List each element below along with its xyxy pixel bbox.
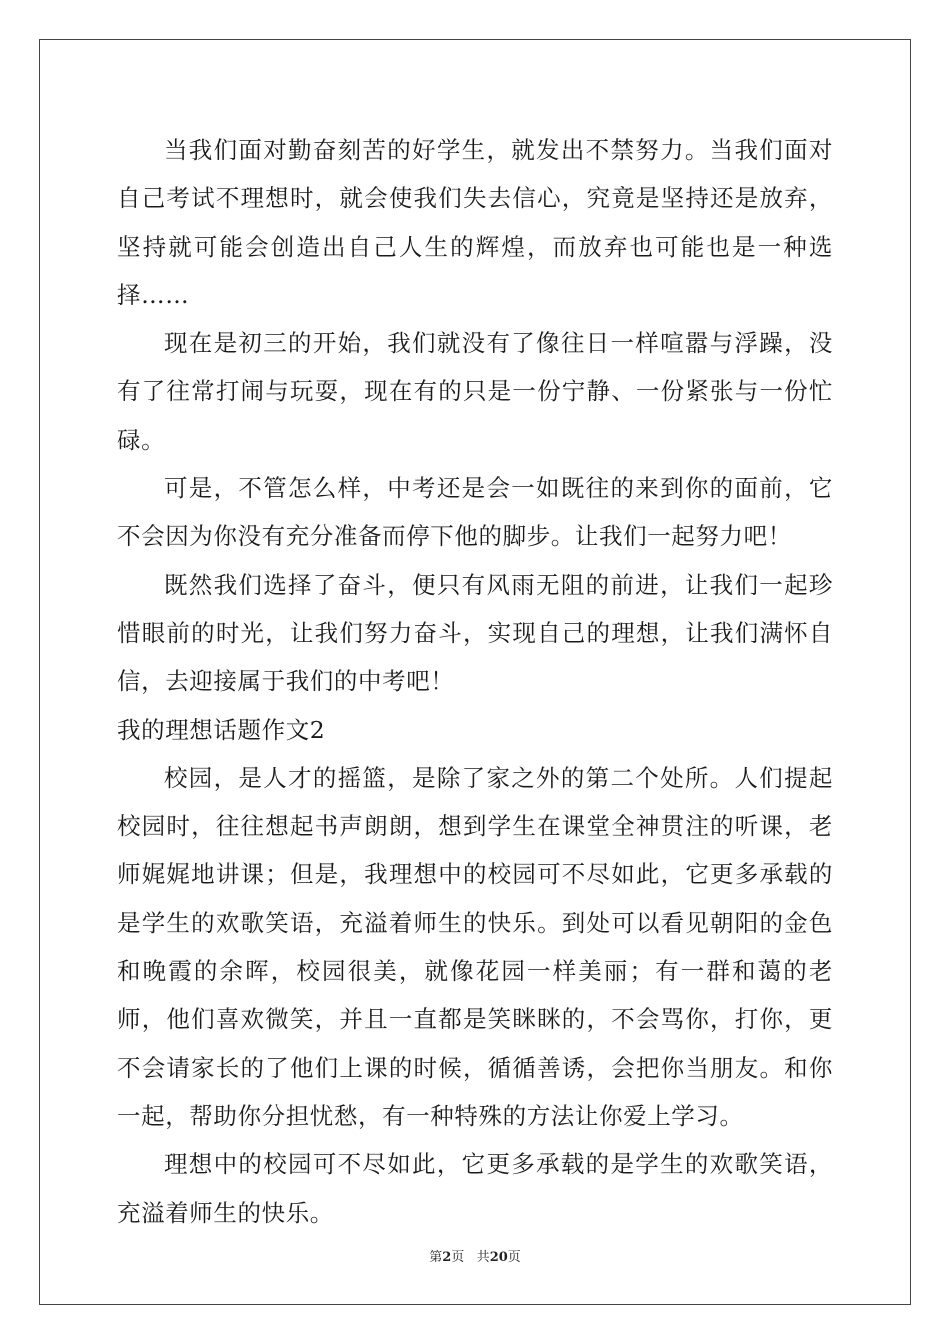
paragraph: 既然我们选择了奋斗，便只有风雨无阻的前进，让我们一起珍惜眼前的时光，让我们努力奋斗，实现自己的理想，让我们满怀自信，去迎接属于我们的中考吧！ xyxy=(117,570,833,696)
paragraph: 可是，不管怎么样，中考还是会一如既往的来到你的面前，它不会因为你没有充分准备而停下他的脚步。让我们一起努力吧！ xyxy=(117,474,833,551)
section-heading: 我的理想话题作文2 xyxy=(117,715,326,744)
page-number: 2 xyxy=(442,1250,452,1265)
page-suffix: 页 xyxy=(451,1250,465,1265)
total-prefix: 共 xyxy=(476,1250,490,1265)
document-body xyxy=(117,126,833,1237)
total-suffix: 页 xyxy=(507,1250,521,1265)
page-total: 20 xyxy=(489,1250,508,1265)
paragraph: 当我们面对勤奋刻苦的好学生，就发出不禁努力。当我们面对自己考试不理想时，就会使我们失去信心，究竟是坚持还是放弃，坚持就可能会创造出自己人生的辉煌，而放弃也可能也是一种选择…… xyxy=(117,136,833,309)
page-prefix: 第 xyxy=(429,1250,443,1265)
paragraph: 理想中的校园可不尽如此，它更多承载的是学生的欢歌笑语，充溢着师生的快乐。 xyxy=(117,1150,833,1227)
paragraph: 现在是初三的开始，我们就没有了像往日一样喧嚣与浮躁，没有了往常打闹与玩耍，现在有的只是一份宁静、一份紧张与一份忙碌。 xyxy=(117,329,833,454)
page-footer xyxy=(0,1246,950,1265)
paragraph: 校园，是人才的摇篮，是除了家之外的第二个处所。人们提起校园时，往往想起书声朗朗，想到学生在课堂全神贯注的听课，老师娓娓地讲课；但是，我理想中的校园可不尽如此，它更多承载的是学生的欢歌笑语，充溢着师生的快乐。到处可以看见朝阳的金色和晚霞的余晖，校园很美，就像花园一样美丽；有一群和蔼的老师，他们喜欢微笑，并且一直都是笑眯眯的，不会骂你，打你，更不会请家长的了他们上课的时候，循循善诱，会把你当朋友。和你一起，帮助你分担忧愁，有一种特殊的方法让你爱上学习。 xyxy=(117,763,833,1130)
